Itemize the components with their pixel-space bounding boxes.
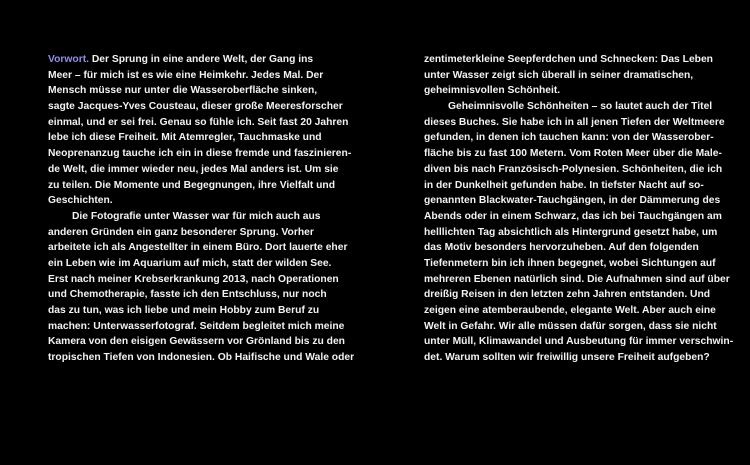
text-line: fläche bis zu fast 100 Metern. Vom Roten Meer über die Male- bbox=[424, 148, 722, 160]
text-line: diven bis nach Französisch-Polynesien. Schönheiten, die ich bbox=[424, 163, 723, 175]
left-text-column bbox=[48, 52, 355, 366]
text-line: Meer – für mich ist es wie eine Heimkehr. Jedes Mal. Der bbox=[48, 69, 324, 81]
text-line: unter Wasser zeigt sich überall in seiner dramatischen, bbox=[424, 69, 694, 81]
text-line: Neoprenanzug tauche ich ein in diese fremde und faszinieren- bbox=[48, 148, 352, 160]
right-text-column bbox=[424, 52, 734, 366]
text-line: gefunden, in denen ich tauchen kann: von der Wasserober- bbox=[424, 132, 714, 144]
text-line: Vorwort. Der Sprung in eine andere Welt, der Gang ins bbox=[48, 54, 314, 65]
text-line: Die Fotografie unter Wasser war für mich auch aus bbox=[72, 210, 321, 222]
text-line: in der Dunkelheit gefunden habe. In tiefster Nacht auf so- bbox=[424, 179, 704, 191]
text-line: zu teilen. Die Momente und Begegnungen, ihre Vielfalt und bbox=[48, 179, 336, 191]
text-line: de Welt, die immer wieder neu, jedes Mal anders ist. Um sie bbox=[48, 163, 339, 175]
text-line: das zu tun, was ich liebe und mein Hobby zum Beruf zu bbox=[48, 305, 320, 316]
text-line: einmal, und er sei frei. Genau so fühle ich. Seit fast 20 Jahren bbox=[48, 116, 349, 128]
text-line: unter Müll, Klimawandel und Ausbeutung für immer verschwin- bbox=[424, 336, 734, 348]
text-line: zeigen eine atemberaubende, elegante Welt. Aber auch eine bbox=[424, 305, 716, 316]
text-line: ein Leben wie im Aquarium auf mich, statt der wilden See. bbox=[48, 257, 332, 269]
text-line: zentimeterkleine Seepferdchen und Schnecken: Das Leben bbox=[424, 54, 713, 65]
text-line: Tiefenmetern bin ich ihnen begegnet, wobei Sichtungen auf bbox=[424, 257, 716, 269]
text-line: Geheimnisvolle Schönheiten – so lautet auch der Titel bbox=[448, 101, 713, 113]
text-line: geheimnisvollen Schönheit. bbox=[424, 85, 561, 97]
text-line: lebe ich diese Freiheit. Mit Atemregler, Tauchmaske und bbox=[48, 132, 322, 144]
text-line: Mensch müsse nur unter die Wasseroberfläche sinken, bbox=[48, 85, 318, 97]
text-line: dreißig Reisen in den letzten zehn Jahren entstanden. Und bbox=[424, 289, 711, 301]
text-line: genannten Blackwater-Tauchgängen, in der Dämmerung des bbox=[424, 195, 721, 207]
text-line: det. Warum sollten wir freiwillig unsere Freiheit aufgeben? bbox=[424, 352, 710, 364]
text-line: sagte Jacques-Yves Cousteau, dieser große Meeresforscher bbox=[48, 101, 343, 113]
text-line: machen: Unterwasserfotograf. Seitdem begleitet mich meine bbox=[48, 320, 345, 332]
text-line: Kamera von den eisigen Gewässern vor Grönland bis zu den bbox=[48, 336, 345, 348]
text-line: und Chemotherapie, fasste ich den Entschluss, nur noch bbox=[48, 289, 327, 301]
text-line: helllichten Tag absichtlich als Hintergrund gesetzt habe, um bbox=[424, 226, 718, 238]
text-line: Abends oder in einem Schwarz, das ich bei Tauchgängen am bbox=[424, 210, 722, 222]
text-line: arbeitete ich als Angestellter in einem Büro. Dort lauerte eher bbox=[48, 242, 348, 254]
text-line: dieses Buches. Sie habe ich in all jenen Tiefen der Weltmeere bbox=[424, 116, 725, 128]
text-line: Geschichten. bbox=[48, 195, 113, 207]
right-page bbox=[375, 0, 750, 465]
text-line: mehreren Ebenen natürlich sind. Die Aufnahmen sind auf über bbox=[424, 273, 730, 285]
foreword-lead-word: Vorwort. bbox=[48, 54, 89, 65]
text-line: Erst nach meiner Krebserkrankung 2013, nach Operationen bbox=[48, 273, 339, 285]
text-line: anderen Gründen ein ganz besonderer Sprung. Vorher bbox=[48, 226, 314, 238]
text-line: tropischen Tiefen von Indonesien. Ob Haifische und Wale oder bbox=[48, 352, 355, 364]
text-line: Welt in Gefahr. Wir alle müssen dafür sorgen, dass sie nicht bbox=[424, 320, 717, 332]
text-line: das Motiv besonders hervorzuheben. Auf den folgenden bbox=[424, 242, 699, 254]
